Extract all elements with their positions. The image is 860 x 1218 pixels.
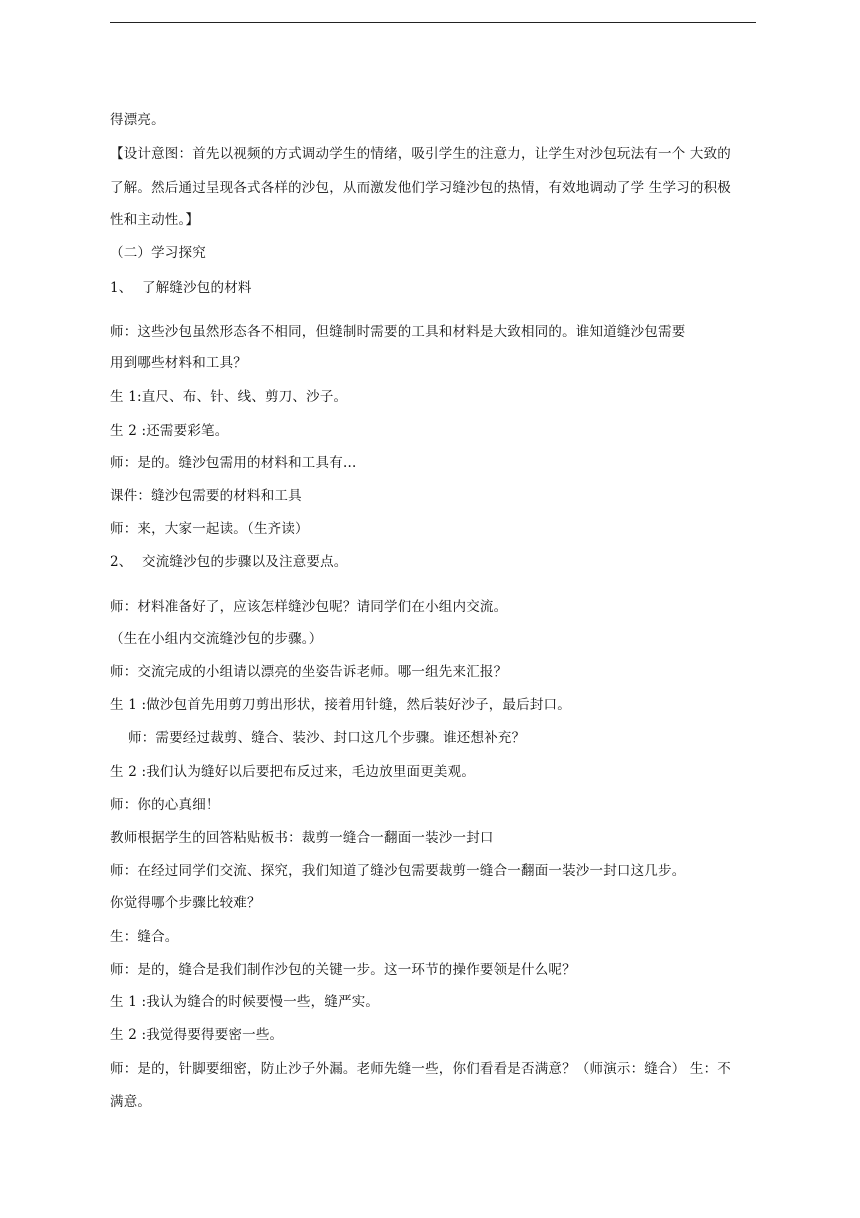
text-line: 了解。然后通过呈现各式各样的沙包，从而激发他们学习缝沙包的热情，有效地调动了学 生学习的积极 (110, 180, 731, 196)
text-line: （生在小组内交流缝沙包的步骤。） (110, 631, 323, 647)
text-line: 师：材料准备好了，应该怎样缝沙包呢？请同学们在小组内交流。 (110, 599, 508, 615)
text-line: 生 1 :我认为缝合的时候要慢一些，缝严实。 (110, 994, 380, 1010)
text-line: 满意。 (110, 1094, 152, 1110)
subsection-heading (110, 553, 348, 571)
text-line: 师：是的，缝合是我们制作沙包的关键一步。这一环节的操作要领是什么呢？ (110, 962, 576, 978)
text-line: 师：这些沙包虽然形态各不相同，但缝制时需要的工具和材料是大致相同的。谁知道缝沙包需要 (110, 324, 686, 340)
header-rule (110, 22, 756, 23)
text-line: 师：是的，针脚要细密，防止沙子外漏。老师先缝一些，你们看看是否满意？（师演示：缝合） 生：不 (110, 1061, 731, 1077)
subsection-number: 2、 (110, 554, 133, 570)
text-line: 你觉得哪个步骤比较难？ (110, 895, 261, 911)
section-heading: （二）学习探究 (110, 245, 206, 261)
text-line: 生 2 :还需要彩笔。 (110, 423, 229, 439)
text-line: 生 2 :我觉得要得要密一些。 (110, 1027, 284, 1043)
subsection-title: 交流缝沙包的步骤以及注意要点。 (142, 554, 348, 570)
text-line: 师：是的。缝沙包需用的材料和工具有… (110, 455, 357, 471)
subsection-number: 1、 (110, 280, 133, 296)
text-line: 师：需要经过裁剪、缝合、装沙、封口这几个步骤。谁还想补充？ (128, 730, 526, 746)
subsection-title: 了解缝沙包的材料 (142, 280, 252, 296)
text-line: 生 1:直尺、布、针、线、剪刀、沙子。 (110, 389, 348, 405)
text-line: 课件：缝沙包需要的材料和工具 (110, 488, 302, 504)
text-line: 【设计意图：首先以视频的方式调动学生的情绪，吸引学生的注意力，让学生对沙包玩法有一个 大致的 (110, 146, 731, 162)
text-line: 得漂亮。 (110, 112, 165, 128)
subsection-heading (110, 279, 252, 297)
text-line: 性和主动性。】 (110, 212, 200, 228)
text-line: 师：来，大家一起读。（生齐读） (110, 521, 309, 537)
text-line: 师：你的心真细！ (110, 797, 220, 813)
text-line: 师：交流完成的小组请以漂亮的坐姿告诉老师。哪一组先来汇报？ (110, 664, 508, 680)
text-line: 用到哪些材料和工具？ (110, 355, 247, 371)
text-line: 生：缝合。 (110, 929, 179, 945)
text-line: 生 1 :做沙包首先用剪刀剪出形状，接着用针缝，然后装好沙子，最后封口。 (110, 697, 571, 713)
text-line: 教师根据学生的回答粘贴板书：裁剪一缝合一翻面一装沙一封口 (110, 830, 494, 846)
text-line: 师：在经过同学们交流、探究，我们知道了缝沙包需要裁剪一缝合一翻面一装沙一封口这几步。 (110, 863, 686, 879)
text-line: 生 2 :我们认为缝好以后要把布反过来，毛边放里面更美观。 (110, 764, 476, 780)
